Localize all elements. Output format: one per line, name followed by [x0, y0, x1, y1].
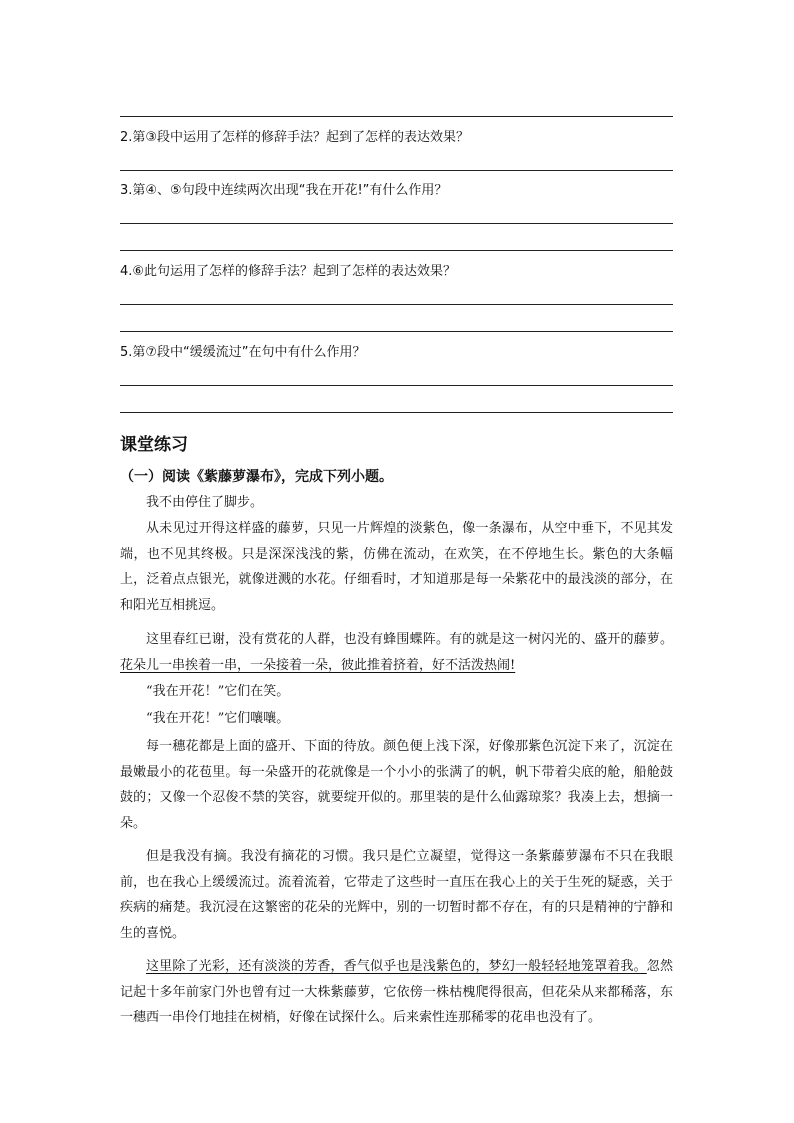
- answer-line: [120, 116, 673, 117]
- passage-paragraph-6: 每一穗花都是上面的盛开、下面的待放。颜色便上浅下深，好像那紫色沉淀下来了，沉淀在最嫩最小的花苞里。每一朵盛开的花就像是一个小小的张满了的帆，帆下带着尖底的舱，船舱鼓鼓的；又像一个忍俊不禁的笑容，就要绽开似的。那里装的是什么仙露琼浆？我凑上去，想摘一朵。: [120, 739, 673, 831]
- answer-line: [120, 385, 673, 386]
- question-5: 5.第⑦段中“缓缓流过”在句中有什么作用？: [120, 345, 366, 360]
- underlined-sentence: 这里除了光彩，还有淡淡的芳香，香气似乎也是浅紫色的，梦幻一般轻轻地笼罩着我。: [146, 959, 647, 974]
- question-4: 4.⑥此句运用了怎样的修辞手法？起到了怎样的表达效果？: [120, 264, 457, 279]
- passage-paragraph-1: 我不由停住了脚步。: [146, 495, 264, 510]
- passage-paragraph-3: [120, 627, 673, 678]
- passage-paragraph-2: 从未见过开得这样盛的藤萝，只见一片辉煌的淡紫色，像一条瀑布，从空中垂下，不见其发端，也不见其终极。只是深深浅浅的紫，仿佛在流动，在欢笑，在不停地生长。紫色的大条幅上，泛着点点银光，就像迸溅的水花。仔细看时，才知道那是每一朵紫花中的最浅淡的部分，在和阳光互相挑逗。: [120, 521, 673, 613]
- answer-line: [120, 223, 673, 224]
- passage-paragraph-4: “我在开花！”它们在笑。: [146, 684, 290, 699]
- answer-line: [120, 250, 673, 251]
- passage-paragraph-7: 但是我没有摘。我没有摘花的习惯。我只是伫立凝望，觉得这一条紫藤萝瀑布不只在我眼前，也在我心上缓缓流过。流着流着，它带走了这些时一直压在我心上的关于生死的疑惑，关于疾病的痛楚。我沉浸在这繁密的花朵的光辉中，别的一切暂时都不存在，有的只是精神的宁静和生的喜悦。: [120, 849, 673, 941]
- passage-paragraph-5: “我在开花！”它们嚷嚷。: [146, 711, 290, 726]
- section-title: 课堂练习: [120, 435, 188, 455]
- answer-line: [120, 412, 673, 413]
- passage-sentence: 这里春红已谢，没有赏花的人群，也没有蜂围蝶阵。有的就是这一树闪光的、盛开的藤萝。: [146, 632, 673, 647]
- answer-line: [120, 170, 673, 171]
- question-2: 2.第③段中运用了怎样的修辞手法？起到了怎样的表达效果？: [120, 130, 470, 145]
- underlined-sentence: 花朵儿一串挨着一串，一朵接着一朵，彼此推着挤着，好不活泼热闹!: [120, 657, 516, 673]
- exercise-subtitle: （一）阅读《紫藤萝瀑布》，完成下列小题。: [120, 469, 393, 485]
- answer-line: [120, 304, 673, 305]
- answer-line: [120, 331, 673, 332]
- passage-paragraph-8: [120, 954, 673, 1031]
- question-3: 3.第④、⑤句段中连续两次出现“我在开花!”有什么作用？: [120, 183, 448, 198]
- passage-sentence: 忽然记起十多年前家门外也曾有过一大株紫藤萝，它依傍一株枯槐爬得很高，但花朵从来都稀落，东一穗西一串伶仃地挂在树梢，好像在试探什么。后来索性连那稀零的花串也没有了。: [120, 959, 673, 1026]
